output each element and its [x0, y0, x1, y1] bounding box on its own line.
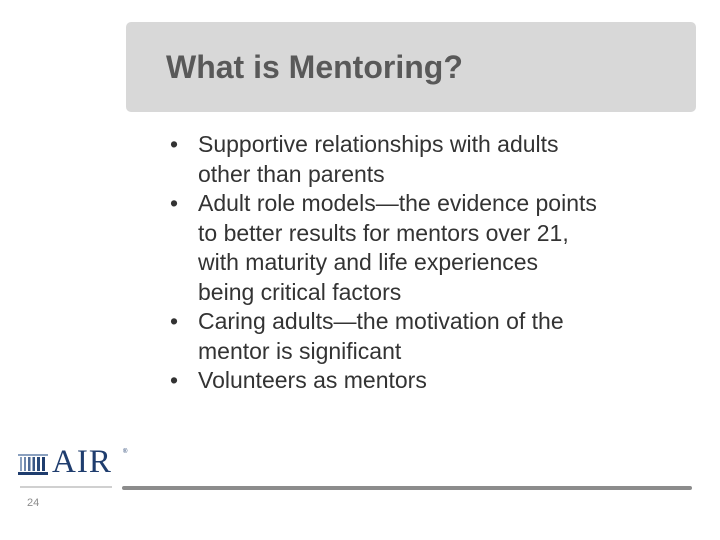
bullet-item	[170, 366, 690, 396]
logo-text: AIR	[52, 444, 112, 480]
bullet-line: Supportive relationships with adults	[198, 131, 559, 157]
bullet-line: Caring adults—the motivation of the	[198, 308, 564, 334]
bullet-line: Adult role models—the evidence points	[198, 190, 597, 216]
bullet-line: to better results for mentors over 21,	[198, 219, 569, 246]
bullet-icon: •	[170, 190, 179, 216]
bullet-line: other than parents	[198, 160, 385, 187]
trademark-mark: ®	[123, 449, 128, 455]
bullet-line: being critical factors	[198, 278, 402, 305]
bullet-line: mentor is significant	[198, 337, 402, 364]
bullet-line: Volunteers as mentors	[198, 367, 427, 393]
page-number: 24	[27, 497, 40, 509]
bullet-item	[170, 307, 690, 366]
bullet-icon: •	[170, 308, 179, 334]
bullet-icon: •	[170, 131, 179, 157]
title-bar	[126, 22, 696, 112]
slide-title: What is Mentoring?	[166, 49, 463, 85]
bullet-line: with maturity and life experiences	[198, 249, 539, 275]
footer-divider-left	[20, 486, 112, 488]
air-logo	[18, 444, 128, 480]
building-icon	[18, 448, 52, 478]
footer-divider	[122, 486, 692, 490]
bullet-icon: •	[170, 367, 179, 393]
bullet-item	[170, 130, 690, 189]
bullet-list	[170, 130, 690, 396]
bullet-item	[170, 189, 690, 307]
